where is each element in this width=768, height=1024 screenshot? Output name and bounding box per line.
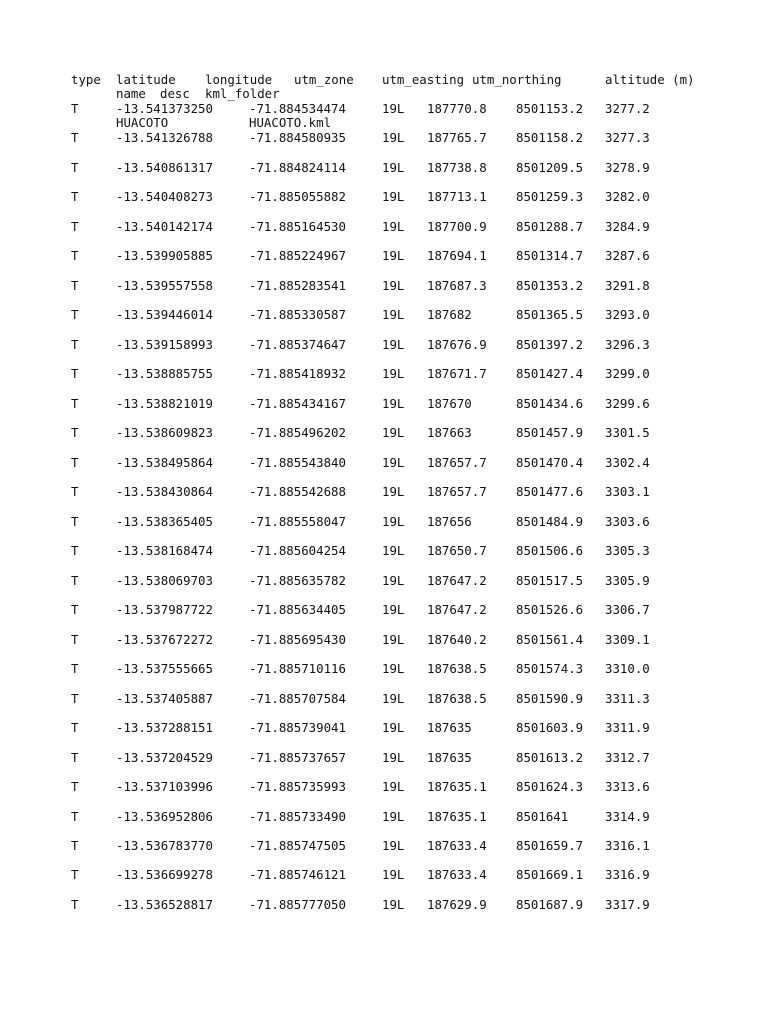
cell-longitude: -71.885164530 (249, 219, 346, 234)
cell-altitude: 3291.8 (605, 278, 650, 293)
cell-utm-zone: 19L (382, 543, 405, 558)
cell-longitude: -71.885746121 (249, 867, 346, 882)
cell-longitude: -71.885710116 (249, 661, 346, 676)
cell-altitude: 3311.9 (605, 720, 650, 735)
cell-utm-easting: 187671.7 (427, 366, 487, 381)
cell-latitude: -13.538609823 (116, 425, 213, 440)
cell-latitude: -13.537672272 (116, 632, 213, 647)
cell-altitude: 3296.3 (605, 337, 650, 352)
cell-utm-zone: 19L (382, 248, 405, 263)
header-utm-northing: utm_northing (472, 72, 562, 87)
cell-utm-easting: 187633.4 (427, 838, 487, 853)
cell-kml-folder: HUACOTO.kml (249, 115, 332, 130)
cell-utm-northing: 8501517.5 (516, 573, 584, 588)
cell-utm-easting: 187663 (427, 425, 472, 440)
cell-utm-northing: 8501288.7 (516, 219, 584, 234)
cell-type: T (71, 720, 79, 735)
cell-altitude: 3313.6 (605, 779, 650, 794)
cell-type: T (71, 366, 79, 381)
cell-altitude: 3303.6 (605, 514, 650, 529)
cell-latitude: -13.538430864 (116, 484, 213, 499)
cell-latitude: -13.537405887 (116, 691, 213, 706)
cell-longitude: -71.885283541 (249, 278, 346, 293)
cell-latitude: -13.536952806 (116, 809, 213, 824)
cell-longitude: -71.885558047 (249, 514, 346, 529)
header-altitude: altitude (m) (605, 72, 695, 87)
cell-utm-zone: 19L (382, 101, 405, 116)
cell-utm-easting: 187635.1 (427, 779, 487, 794)
cell-type: T (71, 455, 79, 470)
cell-utm-zone: 19L (382, 337, 405, 352)
cell-latitude: -13.536528817 (116, 897, 213, 912)
cell-utm-easting: 187694.1 (427, 248, 487, 263)
cell-utm-zone: 19L (382, 366, 405, 381)
cell-utm-zone: 19L (382, 661, 405, 676)
cell-utm-zone: 19L (382, 691, 405, 706)
header-type: type (71, 72, 101, 87)
header-kml-folder: kml_folder (205, 86, 280, 101)
cell-utm-zone: 19L (382, 809, 405, 824)
cell-type: T (71, 278, 79, 293)
cell-type: T (71, 219, 79, 234)
cell-utm-zone: 19L (382, 307, 405, 322)
cell-altitude: 3299.6 (605, 396, 650, 411)
cell-utm-easting: 187638.5 (427, 691, 487, 706)
cell-utm-northing: 8501365.5 (516, 307, 584, 322)
cell-utm-northing: 8501259.3 (516, 189, 584, 204)
cell-utm-northing: 8501641 (516, 809, 569, 824)
header-desc: desc (160, 86, 190, 101)
cell-type: T (71, 809, 79, 824)
cell-utm-easting: 187670 (427, 396, 472, 411)
cell-latitude: -13.537555665 (116, 661, 213, 676)
cell-type: T (71, 867, 79, 882)
cell-type: T (71, 514, 79, 529)
cell-utm-northing: 8501506.6 (516, 543, 584, 558)
cell-latitude: -13.537288151 (116, 720, 213, 735)
cell-utm-easting: 187687.3 (427, 278, 487, 293)
cell-longitude: -71.885542688 (249, 484, 346, 499)
cell-utm-easting: 187738.8 (427, 160, 487, 175)
cell-longitude: -71.885777050 (249, 897, 346, 912)
cell-utm-northing: 8501434.6 (516, 396, 584, 411)
cell-type: T (71, 101, 79, 116)
cell-utm-easting: 187657.7 (427, 455, 487, 470)
cell-utm-northing: 8501470.4 (516, 455, 584, 470)
cell-longitude: -71.884580935 (249, 130, 346, 145)
cell-utm-easting: 187676.9 (427, 337, 487, 352)
cell-type: T (71, 130, 79, 145)
cell-longitude: -71.885747505 (249, 838, 346, 853)
cell-utm-easting: 187650.7 (427, 543, 487, 558)
cell-type: T (71, 484, 79, 499)
cell-utm-zone: 19L (382, 720, 405, 735)
cell-altitude: 3310.0 (605, 661, 650, 676)
cell-longitude: -71.885635782 (249, 573, 346, 588)
cell-type: T (71, 573, 79, 588)
cell-latitude: -13.541373250 (116, 101, 213, 116)
cell-longitude: -71.885374647 (249, 337, 346, 352)
cell-altitude: 3278.9 (605, 160, 650, 175)
cell-latitude: -13.538365405 (116, 514, 213, 529)
cell-longitude: -71.885737657 (249, 750, 346, 765)
cell-longitude: -71.885055882 (249, 189, 346, 204)
cell-longitude: -71.885707584 (249, 691, 346, 706)
cell-type: T (71, 602, 79, 617)
cell-utm-easting: 187770.8 (427, 101, 487, 116)
cell-longitude: -71.885733490 (249, 809, 346, 824)
cell-utm-northing: 8501624.3 (516, 779, 584, 794)
header-utm-zone: utm_zone (294, 72, 354, 87)
cell-longitude: -71.885434167 (249, 396, 346, 411)
cell-altitude: 3317.9 (605, 897, 650, 912)
cell-utm-zone: 19L (382, 484, 405, 499)
cell-utm-northing: 8501457.9 (516, 425, 584, 440)
cell-utm-zone: 19L (382, 219, 405, 234)
cell-longitude: -71.885604254 (249, 543, 346, 558)
cell-utm-zone: 19L (382, 396, 405, 411)
cell-altitude: 3316.1 (605, 838, 650, 853)
cell-latitude: -13.539446014 (116, 307, 213, 322)
cell-utm-easting: 187647.2 (427, 573, 487, 588)
cell-altitude: 3316.9 (605, 867, 650, 882)
cell-utm-easting: 187635 (427, 720, 472, 735)
cell-utm-zone: 19L (382, 779, 405, 794)
cell-longitude: -71.884534474 (249, 101, 346, 116)
cell-utm-easting: 187713.1 (427, 189, 487, 204)
cell-utm-zone: 19L (382, 867, 405, 882)
cell-altitude: 3309.1 (605, 632, 650, 647)
cell-utm-northing: 8501659.7 (516, 838, 584, 853)
cell-utm-easting: 187656 (427, 514, 472, 529)
cell-altitude: 3311.3 (605, 691, 650, 706)
cell-type: T (71, 189, 79, 204)
cell-utm-zone: 19L (382, 838, 405, 853)
cell-type: T (71, 396, 79, 411)
cell-latitude: -13.540142174 (116, 219, 213, 234)
cell-latitude: -13.536783770 (116, 838, 213, 853)
cell-type: T (71, 691, 79, 706)
cell-altitude: 3293.0 (605, 307, 650, 322)
cell-utm-easting: 187635.1 (427, 809, 487, 824)
cell-type: T (71, 779, 79, 794)
cell-utm-zone: 19L (382, 425, 405, 440)
cell-longitude: -71.885418932 (249, 366, 346, 381)
cell-latitude: -13.541326788 (116, 130, 213, 145)
header-longitude: longitude (205, 72, 273, 87)
cell-latitude: -13.538168474 (116, 543, 213, 558)
cell-altitude: 3277.2 (605, 101, 650, 116)
cell-utm-northing: 8501574.3 (516, 661, 584, 676)
cell-utm-easting: 187629.9 (427, 897, 487, 912)
cell-utm-easting: 187633.4 (427, 867, 487, 882)
cell-longitude: -71.885224967 (249, 248, 346, 263)
header-latitude: latitude (116, 72, 176, 87)
cell-utm-easting: 187682 (427, 307, 472, 322)
cell-altitude: 3302.4 (605, 455, 650, 470)
cell-utm-northing: 8501590.9 (516, 691, 584, 706)
cell-altitude: 3305.9 (605, 573, 650, 588)
cell-utm-northing: 8501603.9 (516, 720, 584, 735)
cell-utm-zone: 19L (382, 130, 405, 145)
cell-longitude: -71.885739041 (249, 720, 346, 735)
cell-utm-northing: 8501209.5 (516, 160, 584, 175)
cell-utm-zone: 19L (382, 278, 405, 293)
cell-altitude: 3299.0 (605, 366, 650, 381)
cell-utm-northing: 8501526.6 (516, 602, 584, 617)
cell-type: T (71, 248, 79, 263)
cell-utm-zone: 19L (382, 602, 405, 617)
cell-utm-easting: 187647.2 (427, 602, 487, 617)
cell-altitude: 3314.9 (605, 809, 650, 824)
cell-type: T (71, 838, 79, 853)
header-utm-easting: utm_easting (382, 72, 465, 87)
cell-altitude: 3301.5 (605, 425, 650, 440)
cell-utm-zone: 19L (382, 750, 405, 765)
cell-utm-northing: 8501669.1 (516, 867, 584, 882)
cell-utm-easting: 187765.7 (427, 130, 487, 145)
cell-latitude: -13.538885755 (116, 366, 213, 381)
cell-latitude: -13.538821019 (116, 396, 213, 411)
cell-type: T (71, 543, 79, 558)
cell-altitude: 3287.6 (605, 248, 650, 263)
cell-longitude: -71.884824114 (249, 160, 346, 175)
cell-longitude: -71.885543840 (249, 455, 346, 470)
cell-altitude: 3284.9 (605, 219, 650, 234)
cell-name: HUACOTO (116, 115, 169, 130)
cell-altitude: 3282.0 (605, 189, 650, 204)
cell-utm-zone: 19L (382, 514, 405, 529)
cell-utm-northing: 8501153.2 (516, 101, 584, 116)
cell-latitude: -13.539158993 (116, 337, 213, 352)
cell-latitude: -13.538495864 (116, 455, 213, 470)
cell-longitude: -71.885695430 (249, 632, 346, 647)
cell-type: T (71, 632, 79, 647)
cell-utm-zone: 19L (382, 632, 405, 647)
cell-altitude: 3305.3 (605, 543, 650, 558)
cell-latitude: -13.540861317 (116, 160, 213, 175)
cell-utm-northing: 8501353.2 (516, 278, 584, 293)
cell-latitude: -13.538069703 (116, 573, 213, 588)
cell-utm-northing: 8501397.2 (516, 337, 584, 352)
cell-longitude: -71.885634405 (249, 602, 346, 617)
cell-utm-northing: 8501561.4 (516, 632, 584, 647)
header-name: name (116, 86, 146, 101)
cell-altitude: 3303.1 (605, 484, 650, 499)
cell-latitude: -13.537204529 (116, 750, 213, 765)
cell-longitude: -71.885496202 (249, 425, 346, 440)
cell-latitude: -13.537987722 (116, 602, 213, 617)
cell-utm-zone: 19L (382, 897, 405, 912)
cell-utm-zone: 19L (382, 189, 405, 204)
cell-utm-zone: 19L (382, 455, 405, 470)
cell-type: T (71, 307, 79, 322)
cell-utm-northing: 8501613.2 (516, 750, 584, 765)
cell-type: T (71, 661, 79, 676)
cell-altitude: 3306.7 (605, 602, 650, 617)
cell-utm-easting: 187657.7 (427, 484, 487, 499)
cell-latitude: -13.539557558 (116, 278, 213, 293)
cell-altitude: 3312.7 (605, 750, 650, 765)
cell-latitude: -13.540408273 (116, 189, 213, 204)
cell-utm-zone: 19L (382, 160, 405, 175)
cell-utm-easting: 187700.9 (427, 219, 487, 234)
cell-type: T (71, 337, 79, 352)
cell-longitude: -71.885735993 (249, 779, 346, 794)
cell-utm-northing: 8501477.6 (516, 484, 584, 499)
cell-utm-easting: 187635 (427, 750, 472, 765)
cell-latitude: -13.539905885 (116, 248, 213, 263)
cell-utm-easting: 187638.5 (427, 661, 487, 676)
cell-type: T (71, 160, 79, 175)
cell-latitude: -13.536699278 (116, 867, 213, 882)
cell-utm-northing: 8501484.9 (516, 514, 584, 529)
cell-utm-easting: 187640.2 (427, 632, 487, 647)
cell-type: T (71, 425, 79, 440)
cell-utm-northing: 8501687.9 (516, 897, 584, 912)
cell-utm-northing: 8501427.4 (516, 366, 584, 381)
cell-latitude: -13.537103996 (116, 779, 213, 794)
cell-altitude: 3277.3 (605, 130, 650, 145)
cell-type: T (71, 897, 79, 912)
cell-longitude: -71.885330587 (249, 307, 346, 322)
cell-utm-northing: 8501314.7 (516, 248, 584, 263)
cell-type: T (71, 750, 79, 765)
cell-utm-zone: 19L (382, 573, 405, 588)
cell-utm-northing: 8501158.2 (516, 130, 584, 145)
